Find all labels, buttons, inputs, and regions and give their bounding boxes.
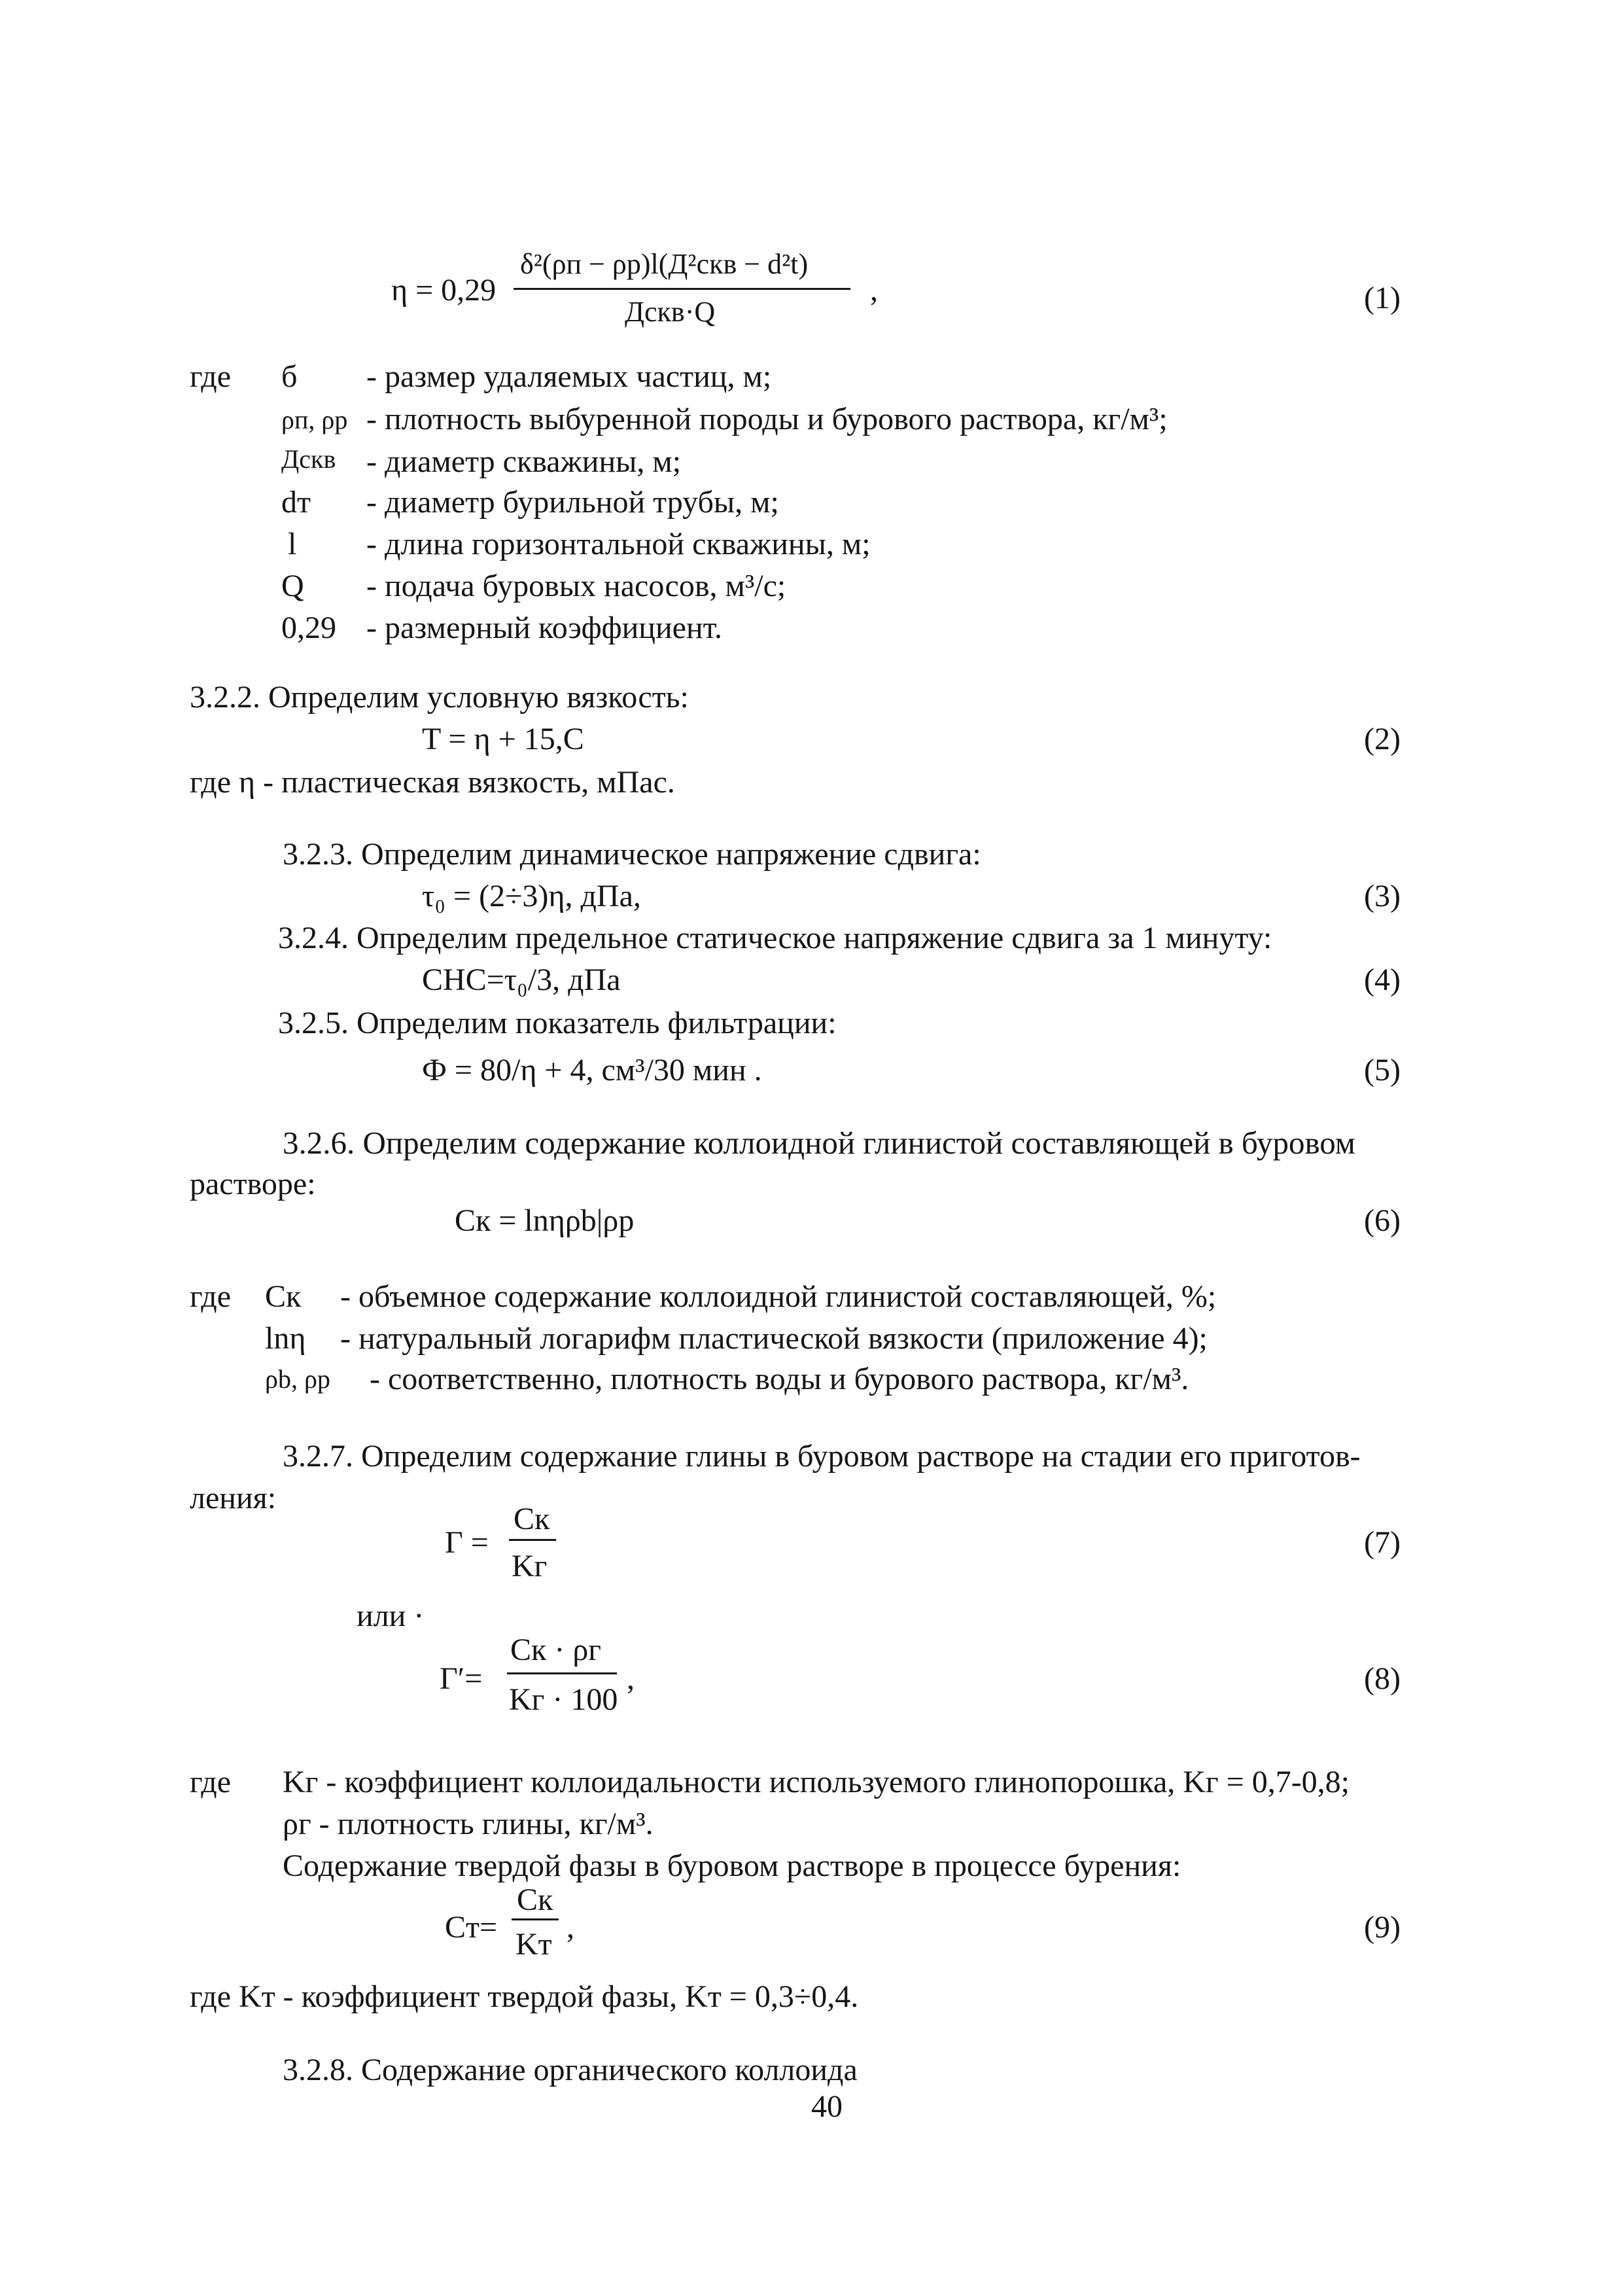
- section-3-2-8-heading: 3.2.8. Содержание органического коллоида: [283, 2053, 858, 2087]
- formula-7-denominator: Kг: [512, 1549, 548, 1583]
- section-3-2-3-heading: 3.2.3. Определим динамическое напряжение сдвига:: [283, 837, 981, 872]
- formula-8-number: (8): [1364, 1661, 1401, 1696]
- formula-1-lhs: η = 0,29: [391, 273, 497, 308]
- formula-9-number: (9): [1364, 1910, 1401, 1945]
- formula-3-number: (3): [1364, 879, 1401, 913]
- formula-3: τ₀ = (2÷3)η, дПа,: [422, 879, 641, 913]
- legend6-term: lnη: [265, 1321, 306, 1356]
- formula-4: СНС=τ₀/3, дПа: [422, 963, 621, 997]
- formula-7-number: (7): [1364, 1525, 1401, 1560]
- section-3-2-5-heading: 3.2.5. Определим показатель фильтрации:: [278, 1006, 837, 1040]
- or-connector: или ·: [357, 1598, 425, 1633]
- formula-6-number: (6): [1364, 1203, 1401, 1238]
- formula-7-numerator: Cк: [514, 1502, 550, 1536]
- formula-8-lhs: Г′=: [440, 1661, 483, 1696]
- legend1-term: l: [288, 527, 297, 561]
- section-3-2-6-heading: 3.2.6. Определим содержание коллоидной глинистой составляющей в буровом: [283, 1125, 1355, 1161]
- formula-9-fraction-bar: [512, 1918, 559, 1920]
- legend1-desc: - диаметр бурильной трубы, м;: [366, 485, 779, 520]
- formula-9-numerator: Cк: [517, 1882, 553, 1917]
- legend1-term: Дскв: [281, 444, 336, 474]
- formula-9-denominator: Kт: [515, 1927, 552, 1962]
- legend6-term: Cк: [265, 1279, 302, 1314]
- section-3-2-7-heading: 3.2.7. Определим содержание глины в буровом растворе на стадии его приготов-: [283, 1439, 1361, 1474]
- section-3-2-7-heading-cont: ления:: [190, 1481, 277, 1515]
- formula-2-number: (2): [1364, 722, 1401, 756]
- legend1-desc: - диаметр скважины, м;: [366, 444, 682, 479]
- formula-1-tail: ,: [870, 273, 878, 308]
- formula-2: T = η + 15,C: [422, 722, 584, 756]
- formula-7-fraction-bar: [509, 1539, 556, 1541]
- formula-8-numerator: Cк · ρг: [510, 1633, 601, 1667]
- formula-8-fraction-bar: [507, 1672, 617, 1674]
- legend1-where: где: [190, 359, 232, 394]
- legend6-term: ρb, ρр: [265, 1364, 330, 1394]
- formula-6: Cк = lnηρb|ρр: [455, 1203, 635, 1238]
- legend1-term: 0,29: [281, 610, 336, 645]
- legend8-rho-g: ρг - плотность глины, кг/м³.: [283, 1807, 654, 1841]
- page-number: 40: [811, 2089, 843, 2124]
- formula-9-tail: ,: [567, 1910, 574, 1945]
- legend6-desc: - натуральный логарифм пластической вязкости (приложение 4);: [340, 1321, 1208, 1356]
- formula-5: Ф = 80/η + 4, см³/30 мин .: [422, 1053, 762, 1087]
- section-3-2-2-heading: 3.2.2. Определим условную вязкость:: [190, 680, 689, 715]
- legend1-term: ρп, ρр: [281, 405, 348, 434]
- formula-8-denominator: Kг · 100: [509, 1682, 618, 1717]
- formula-1-numerator: δ²(ρп − ρр)l(Д²скв − d²t): [520, 248, 809, 280]
- legend1-desc: - размер удаляемых частиц, м;: [366, 359, 772, 394]
- legend8-kg: Kг - коэффициент коллоидальности используемого глинопорошка, Kг = 0,7-0,8;: [283, 1765, 1350, 1799]
- legend1-term: dт: [281, 485, 311, 520]
- formula-4-number: (4): [1364, 963, 1401, 997]
- formula-8-tail: ,: [627, 1661, 635, 1696]
- legend6-where: где: [190, 1279, 232, 1314]
- formula-1-number: (1): [1364, 281, 1401, 315]
- section-3-2-4-heading: 3.2.4. Определим предельное статическое напряжение сдвига за 1 минуту:: [278, 921, 1272, 955]
- legend1-desc: - размерный коэффициент.: [366, 610, 723, 645]
- legend6-desc: - объемное содержание коллоидной глинистой составляющей, %;: [340, 1279, 1217, 1314]
- formula-2-where: где η - пластическая вязкость, мПас.: [190, 765, 675, 800]
- section-3-2-6-heading-cont: растворе:: [190, 1167, 316, 1201]
- formula-1-fraction-bar: [514, 288, 850, 290]
- legend6-desc: - соответственно, плотность воды и бурового раствора, кг/м³.: [370, 1362, 1189, 1396]
- legend1-desc: - длина горизонтальной скважины, м;: [366, 527, 871, 561]
- formula-7-lhs: Г =: [445, 1525, 489, 1560]
- solid-phase-heading: Содержание твердой фазы в буровом растворе в процессе бурения:: [283, 1848, 1181, 1883]
- formula-1-denominator: Дскв·Q: [625, 296, 716, 328]
- legend1-term: б: [281, 359, 298, 394]
- formula-9-where: где Kт - коэффициент твердой фазы, Kт = 0,3÷0,4.: [190, 1979, 859, 2014]
- formula-9-lhs: Cт=: [445, 1910, 498, 1945]
- formula-5-number: (5): [1364, 1053, 1401, 1087]
- legend1-desc: - подача буровых насосов, м³/с;: [366, 569, 786, 603]
- legend1-desc: - плотность выбуренной породы и бурового раствора, кг/м³;: [366, 402, 1168, 436]
- legend1-term: Q: [281, 569, 304, 603]
- legend8-where: где: [190, 1765, 232, 1799]
